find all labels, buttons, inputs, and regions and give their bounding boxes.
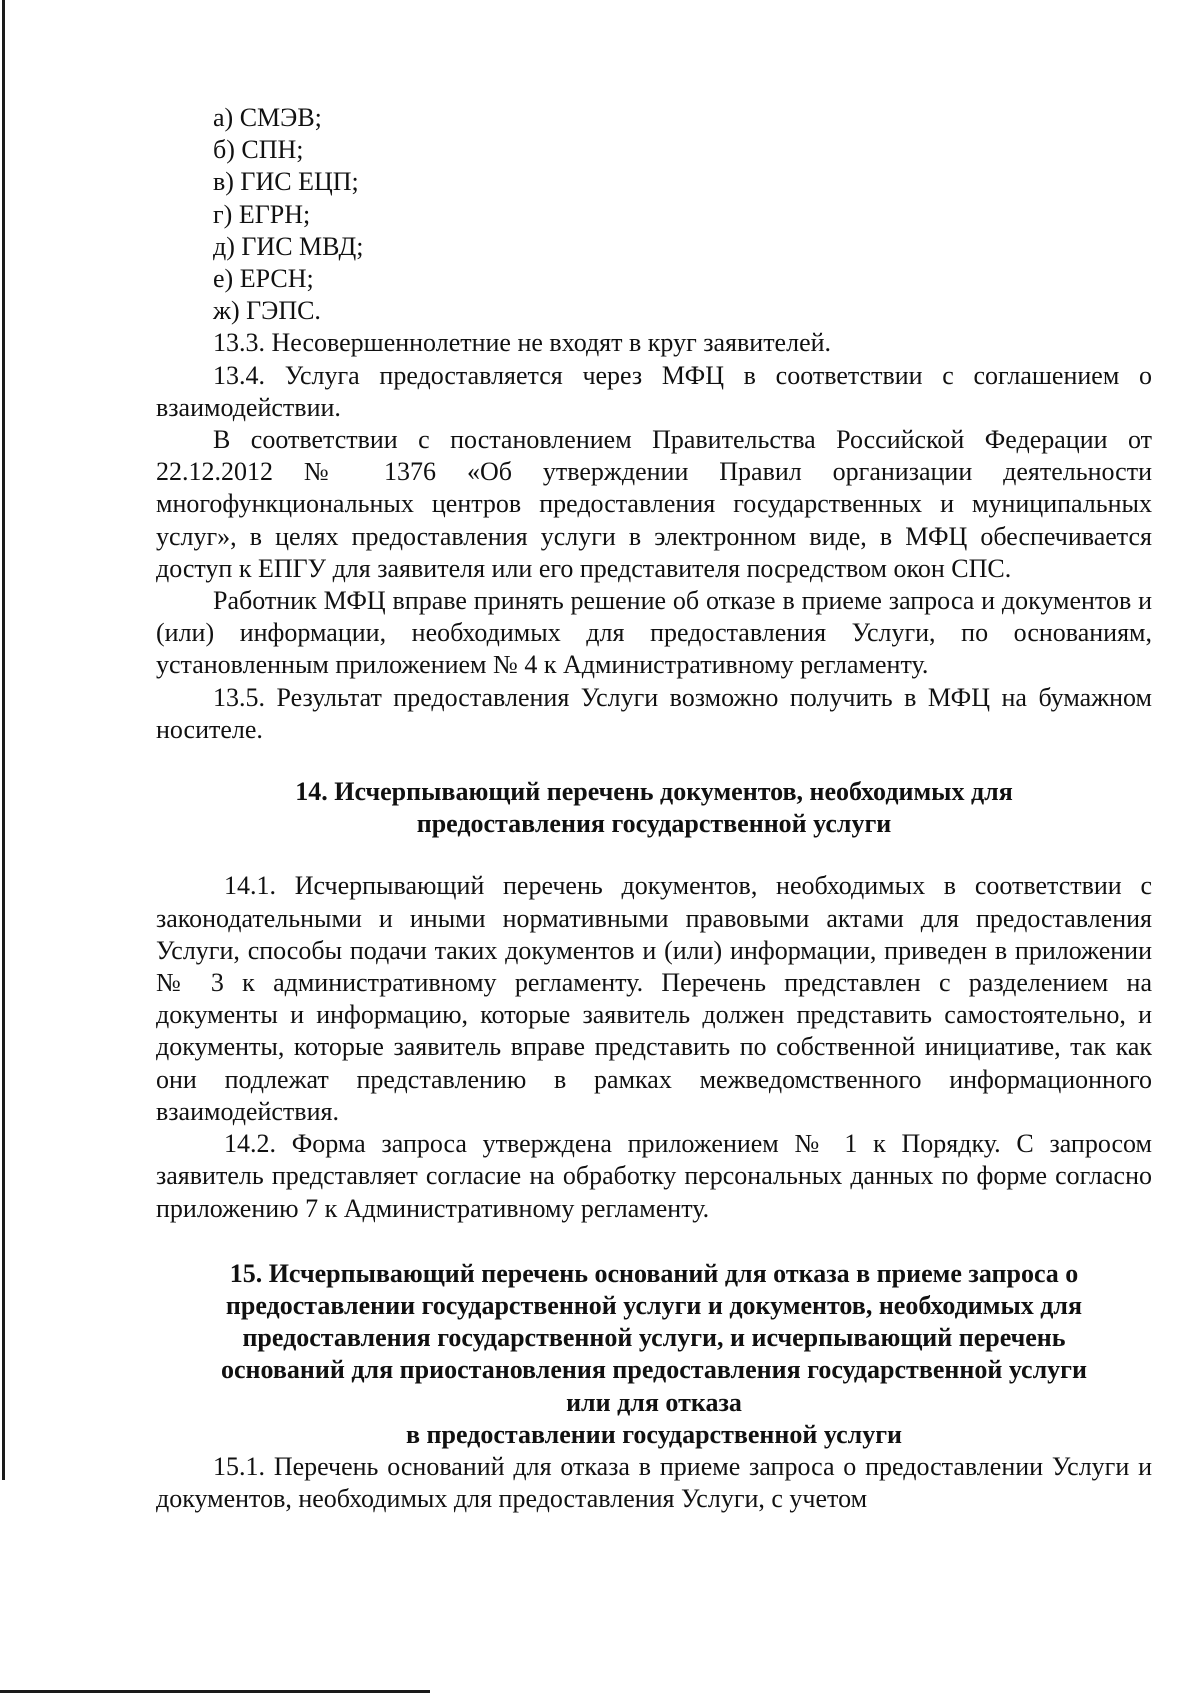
- heading-line: 14. Исчерпывающий перечень документов, необходимых для: [295, 777, 1013, 807]
- list-item: д) ГИС МВД;: [213, 231, 364, 261]
- paragraph-13-4: 13.4. Услуга предоставляется через МФЦ в соответствии с соглашением о взаимодействии.: [156, 360, 1152, 422]
- paragraph-14-2: 14.2. Форма запроса утверждена приложением № 1 к Порядку. С запросом заявитель представляет согласие на обработку персональных данных по форме согласно приложению 7 к Административному регламенту.: [156, 1129, 1152, 1223]
- paragraph-15-1: 15.1. Перечень оснований для отказа в приеме запроса о предоставлении Услуги и документов, необходимых для предоставления Услуги, с учетом: [156, 1451, 1152, 1514]
- list-item: б) СПН;: [213, 135, 304, 165]
- list-item: а) СМЭВ;: [213, 103, 322, 132]
- heading-line: оснований для приостановления предоставления государственной услуги: [221, 1355, 1087, 1385]
- paragraph-13-5: 13.5. Результат предоставления Услуги возможно получить в МФЦ на бумажном носителе.: [156, 682, 1152, 744]
- heading-line: предоставлении государственной услуги и документов, необходимых для: [225, 1290, 1083, 1320]
- list-item: г) ЕГРН;: [213, 199, 311, 229]
- heading-line: 15. Исчерпывающий перечень оснований для отказа в приеме запроса о: [229, 1258, 1079, 1288]
- paragraph-13-3: 13.3. Несовершеннолетние не входят в круг заявителей.: [213, 328, 832, 358]
- scan-border-left: [2, 0, 5, 1480]
- list-item: в) ГИС ЕЦП;: [213, 167, 359, 197]
- list-item: е) ЕРСН;: [213, 264, 314, 294]
- list-item: ж) ГЭПС.: [213, 296, 321, 326]
- systems-list: [156, 102, 1152, 327]
- section-14-heading: [156, 776, 1152, 840]
- paragraph-14-1: 14.1. Исчерпывающий перечень документов, необходимых в соответствии с законодательными и иными нормативными правовыми актами для предоставления Услуги, способы подачи таких документов и (или) информации, приведен в приложении № 3 к административному регламенту. Перечень представлен с разделением на документы и информацию, которые заявитель должен представить самостоятельно, и документы, которые заявитель вправе представить по собственной инициативе, так как они подлежат представлению в рамках межведомственного информационного взаимодействия.: [156, 871, 1152, 1126]
- heading-line: или для отказа: [566, 1387, 742, 1417]
- section-15-heading: [156, 1258, 1152, 1451]
- document-page: [156, 102, 1152, 1515]
- paragraph-worker: Работник МФЦ вправе принять решение об отказе в приеме запроса и документов и (или) информации, необходимых для предоставления Услуги, по основаниям, установленным приложением № 4 к Административному регламенту.: [156, 586, 1152, 680]
- scan-border-bottom: [0, 1690, 430, 1693]
- heading-line: предоставления государственной услуги, и исчерпывающий перечень: [242, 1323, 1066, 1353]
- heading-line: в предоставлении государственной услуги: [405, 1419, 902, 1449]
- paragraph-decree: В соответствии с постановлением Правительства Российской Федерации от 22.12.2012 № 1376 «Об утверждении Правил организации деятельности многофункциональных центров предоставления государственных и муниципальных услуг», в целях предоставления услуги в электронном виде, в МФЦ обеспечивается доступ к ЕПГУ для заявителя или его представителя посредством окон СПС.: [156, 425, 1152, 583]
- heading-line: предоставления государственной услуги: [416, 809, 892, 839]
